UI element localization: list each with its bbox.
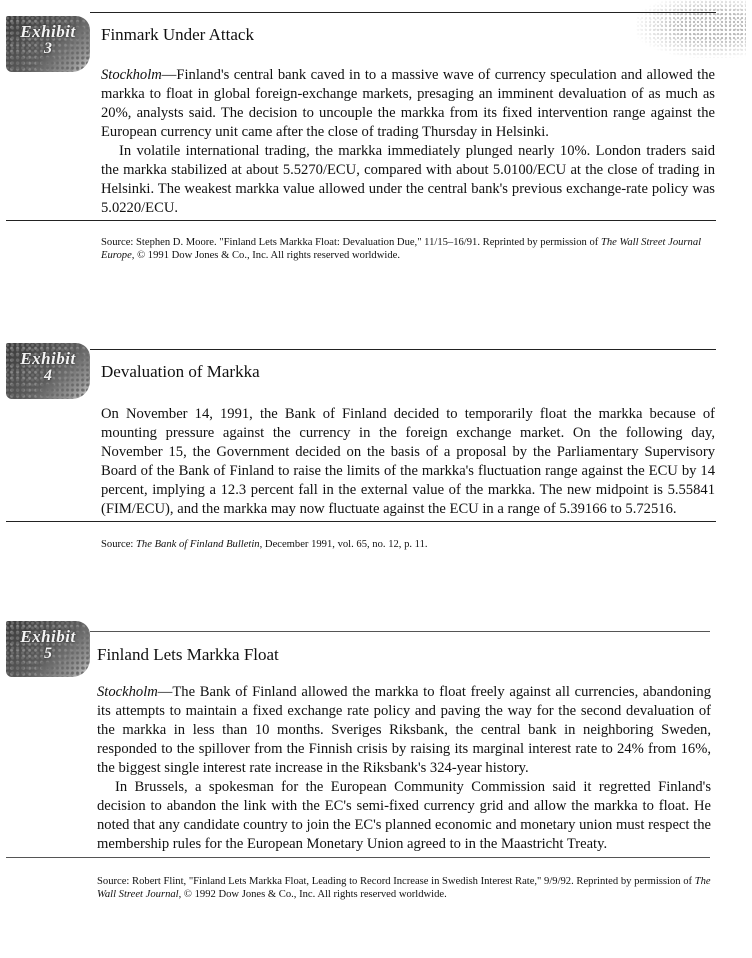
- exhibit-4-source: [101, 538, 715, 551]
- exhibit-3-paragraph-2: In volatile international trading, the markka immediately plunged nearly 10%. London traders said the markka stabilized at about 5.5270/ECU, compared with about 5.0100/ECU at the close of trading in Helsinki. The weakest markka value allowed under the central bank's previous exchange-rate policy was 5.0220/ECU.: [101, 143, 715, 216]
- source-label: Source:: [97, 876, 130, 887]
- dateline: Stockholm: [101, 67, 162, 83]
- exhibit-4-top-rule: [90, 349, 716, 350]
- exhibit-3-paragraph-1: [101, 66, 715, 142]
- exhibit-3-top-rule: [90, 12, 716, 13]
- source-label: Source:: [101, 539, 134, 550]
- source-publication: The Bank of Finland Bulletin,: [136, 539, 263, 550]
- exhibit-3-bottom-rule: [6, 220, 716, 221]
- exhibit-5-badge: [6, 621, 90, 677]
- source-publication: The Wall Street Journal Europe,: [101, 237, 702, 261]
- exhibit-badge-word: Exhibit: [20, 349, 76, 368]
- exhibit-3-body: [101, 66, 715, 218]
- source-label: Source:: [101, 237, 134, 248]
- source-text: Stephen D. Moore. "Finland Lets Markka Float: Devaluation Due," 11/15–16/91. Reprinted by permission of: [136, 237, 599, 248]
- exhibit-5-bottom-rule: [6, 857, 710, 858]
- scan-speckle: [636, 0, 746, 58]
- exhibit-badge-word: Exhibit: [20, 627, 76, 646]
- exhibit-5-top-rule: [90, 631, 710, 632]
- exhibit-5-source: [97, 875, 711, 901]
- paragraph-text: —Finland's central bank caved in to a massive wave of currency speculation and allowed the markka to float in global foreign-exchange markets, presaging an imminent devaluation of as much as 20%, analysts said. The decision to uncouple the markka from its fixed intervention range against the European currency unit came after the close of trading Thursday in Helsinki.: [101, 67, 715, 140]
- source-tail: December 1991, vol. 65, no. 12, p. 11.: [264, 539, 428, 550]
- exhibit-5-paragraph-1: [97, 683, 711, 778]
- exhibit-4-title: Devaluation of Markka: [101, 362, 260, 381]
- paragraph-text: —The Bank of Finland allowed the markka to float freely against all currencies, abandoning its attempts to maintain a fixed exchange rate policy and paving the way for the second devaluation of the markka in less than 10 months. Sveriges Riksbank, the central bank in neighboring Sweden, responded to the spillover from the Finnish crisis by raising its marginal interest rate to 24% from 16%, the biggest single interest rate increase in the Riksbank's 324-year history.: [97, 684, 711, 776]
- source-tail: © 1992 Dow Jones & Co., Inc. All rights reserved worldwide.: [183, 889, 447, 900]
- exhibit-badge-number: 4: [44, 367, 52, 384]
- source-text: Robert Flint, "Finland Lets Markka Float, Leading to Record Increase in Swedish Interest Rate," 9/9/92. Reprinted by permission of: [132, 876, 693, 887]
- exhibit-4-paragraph-1: On November 14, 1991, the Bank of Finland decided to temporarily float the markka because of mounting pressure against the currency in the foreign exchange market. On the following day, November 15, the Government decided on the basis of a proposal by the Parliamentary Supervisory Board of the Bank of Finland to raise the limits of the markka's fluctuation range against the ECU by 14 percent, implying a 12.3 percent fall in the external value of the markka. The new midpoint is 5.55841 (FIM/ECU), and the markka may now fluctuate against the ECU in a range of 5.39166 to 5.72516.: [101, 406, 715, 517]
- exhibit-badge-number: 3: [44, 40, 52, 57]
- source-publication: The Wall Street Journal,: [97, 876, 711, 900]
- dateline: Stockholm: [97, 684, 158, 700]
- exhibit-3-badge: [6, 16, 90, 72]
- exhibit-badge-word: Exhibit: [20, 22, 76, 41]
- exhibit-3-source: [101, 236, 715, 262]
- exhibit-5-body: [97, 683, 711, 854]
- exhibit-4-bottom-rule: [6, 521, 716, 522]
- exhibit-3-title: Finmark Under Attack: [101, 25, 254, 44]
- exhibit-4-badge: [6, 343, 90, 399]
- source-tail: © 1991 Dow Jones & Co., Inc. All rights reserved worldwide.: [137, 250, 400, 261]
- exhibit-4-body: [101, 405, 715, 519]
- exhibit-5-paragraph-2: In Brussels, a spokesman for the European Community Commission said it regretted Finland's decision to abandon the link with the EC's semi-fixed currency grid and allow the markka to float. He noted that any candidate country to join the EC's planned economic and monetary union must respect the membership rules for the European Monetary Union agreed to in the Maastricht Treaty.: [97, 779, 711, 852]
- exhibit-badge-number: 5: [44, 645, 52, 662]
- exhibit-5-title: Finland Lets Markka Float: [97, 645, 279, 664]
